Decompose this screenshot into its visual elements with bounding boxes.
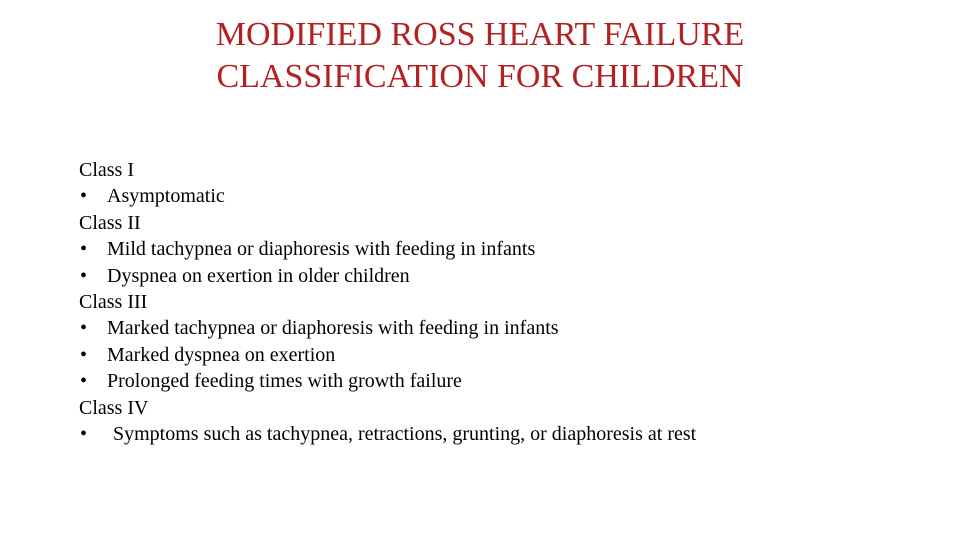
list-item [79, 315, 899, 341]
classification-list [79, 157, 899, 447]
class-section [79, 157, 899, 210]
bullet-icon: • [80, 317, 88, 340]
bullet-icon: • [80, 238, 88, 261]
list-item-text: Symptoms such as tachypnea, retractions, grunting, or diaphoresis at rest [113, 423, 697, 446]
class-section [79, 289, 899, 395]
list-item [79, 183, 899, 209]
list-item [79, 236, 899, 262]
list-item-text: Mild tachypnea or diaphoresis with feeding in infants [107, 238, 536, 261]
class-heading: Class I [79, 159, 134, 181]
slide-title-line-1: MODIFIED ROSS HEART FAILURE [215, 16, 745, 53]
list-item [79, 263, 899, 289]
bullet-icon: • [80, 370, 88, 393]
bullet-icon: • [80, 185, 88, 208]
class-heading: Class IV [79, 396, 149, 419]
list-item-text: Prolonged feeding times with growth failure [107, 370, 462, 393]
list-item-text: Asymptomatic [107, 185, 225, 208]
class-section [79, 210, 899, 289]
list-item-text: Marked tachypnea or diaphoresis with feeding in infants [107, 317, 559, 340]
bullet-icon: • [80, 264, 88, 287]
list-item [79, 421, 899, 447]
bullet-icon: • [80, 343, 88, 366]
class-heading: Class III [79, 291, 148, 314]
class-heading: Class II [79, 211, 141, 234]
list-item-text: Marked dyspnea on exertion [107, 343, 336, 366]
slide-title [140, 14, 820, 98]
bullet-icon: • [80, 423, 88, 446]
list-item [79, 342, 899, 368]
list-item-text: Dyspnea on exertion in older children [107, 264, 410, 287]
slide-title-line-2: CLASSIFICATION FOR CHILDREN [216, 58, 744, 95]
class-section [79, 395, 899, 448]
list-item [79, 368, 899, 394]
